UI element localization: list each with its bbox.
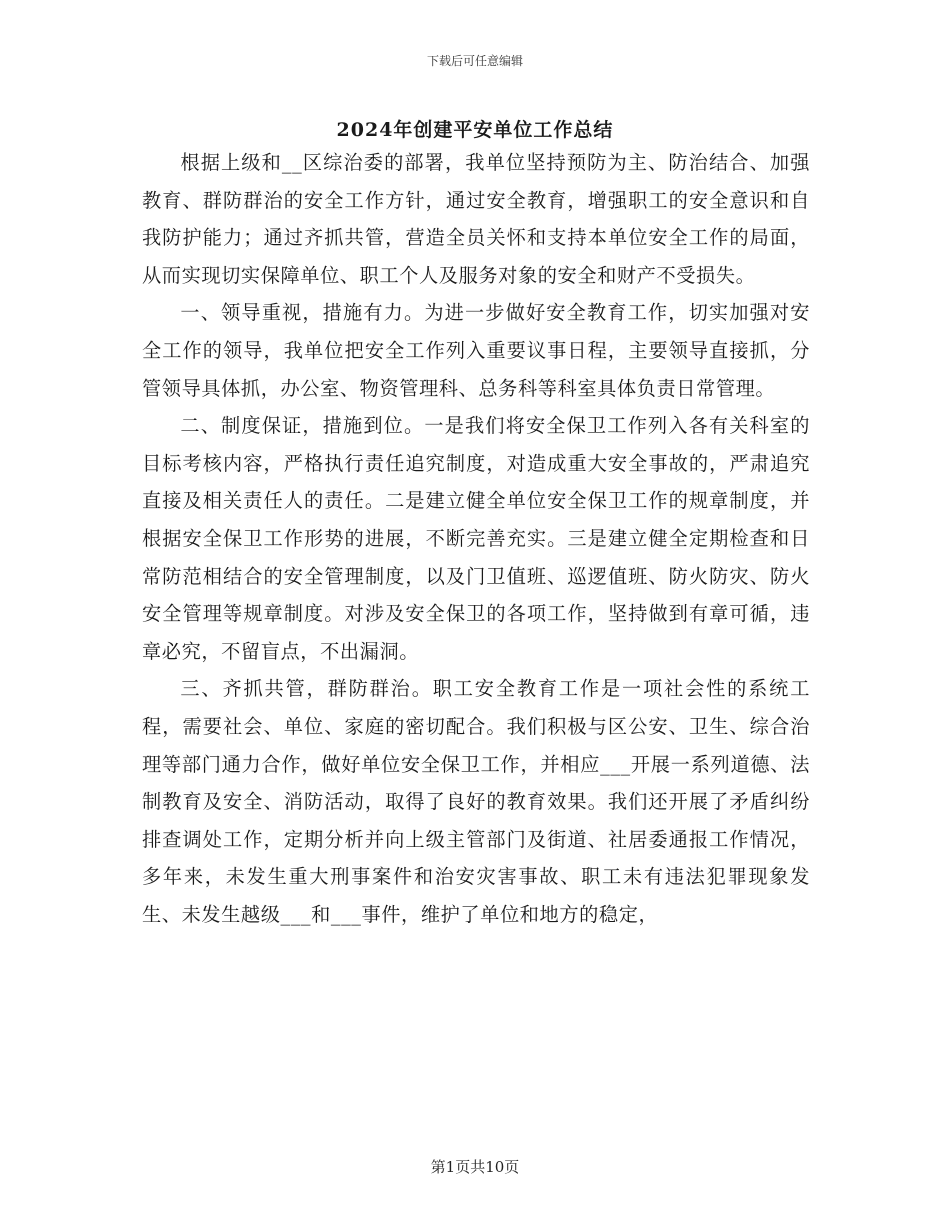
paragraph-intro: 根据上级和__区综治委的部署，我单位坚持预防为主、防治结合、加强教育、群防群治的安全工作方针，通过安全教育，增强职工的安全意识和自我防护能力；通过齐抓共管，营造全员关怀和支持本单位安全工作的局面，从而实现切实保障单位、职工个人及服务对象的安全和财产不受损失。 xyxy=(142,151,810,287)
paragraph-section-3: 三、齐抓共管，群防群治。职工安全教育工作是一项社会性的系统工程，需要社会、单位、家庭的密切配合。我们积极与区公安、卫生、综合治理等部门通力合作，做好单位安全保卫工作，并相应___开展一系列道德、法制教育及安全、消防活动，取得了良好的教育效果。我们还开展了矛盾纠纷排查调处工作，定期分析并向上级主管部门及街道、社居委通报工作情况，多年来，未发生重大刑事案件和治安灾害事故、职工未有违法犯罪现象发生、未发生越级___和___事件，维护了单位和地方的稳定， xyxy=(142,677,810,926)
page-number: 第1页共10页 xyxy=(430,1158,520,1176)
document-title: 2024年创建平安单位工作总结 xyxy=(336,119,614,141)
page-header-note: 下载后可任意编辑 xyxy=(426,54,523,68)
paragraph-section-1: 一、领导重视，措施有力。为进一步做好安全教育工作，切实加强对安全工作的领导，我单位把安全工作列入重要议事日程，主要领导直接抓，分管领导具体抓，办公室、物资管理科、总务科等科室具体负责日常管理。 xyxy=(142,301,810,400)
paragraph-section-2: 二、制度保证，措施到位。一是我们将安全保卫工作列入各有关科室的目标考核内容，严格执行责任追究制度，对造成重大安全事故的，严肃追究直接及相关责任人的责任。二是建立健全单位安全保卫工作的规章制度，并根据安全保卫工作形势的进展，不断完善充实。三是建立健全定期检查和日常防范相结合的安全管理制度，以及门卫值班、巡逻值班、防火防灾、防火安全管理等规章制度。对涉及安全保卫的各项工作，坚持做到有章可循，违章必究，不留盲点，不出漏洞。 xyxy=(142,414,810,663)
document-body xyxy=(142,144,810,933)
